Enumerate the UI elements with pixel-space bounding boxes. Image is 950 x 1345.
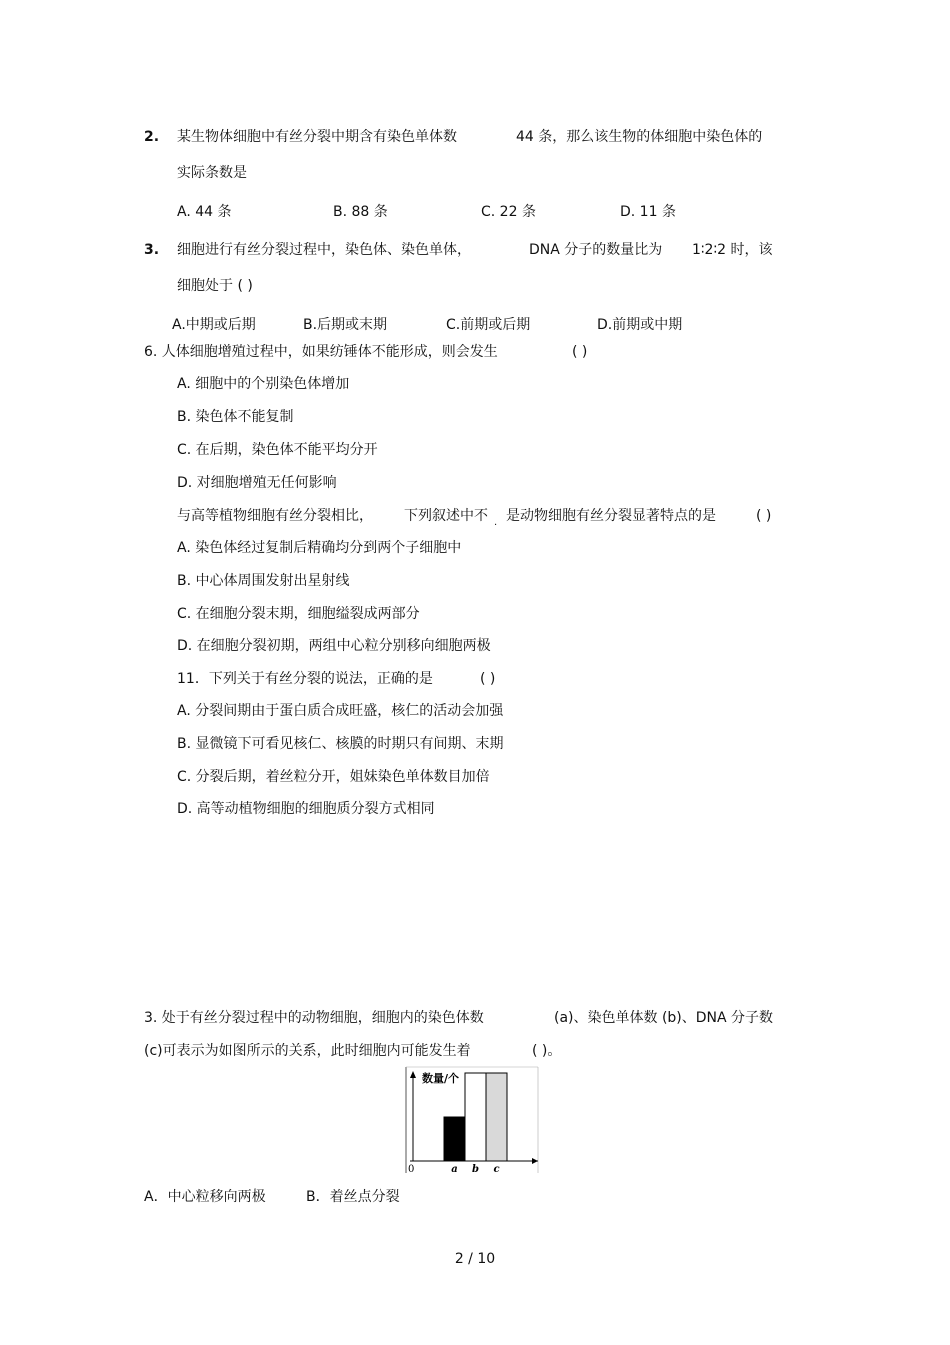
q3b-stem-part2: (a)、染色单体数 (b)、DNA 分子数 (554, 1010, 774, 1026)
x-tick-label-a: a (451, 1164, 458, 1175)
bars-group (444, 1073, 507, 1161)
bar-c (486, 1073, 507, 1161)
x-tick-label-b: b (472, 1164, 479, 1175)
q2-option-b: B. 88 条 (333, 204, 388, 220)
q3a-number: 3. (144, 242, 160, 258)
q2-stem-line2: 实际条数是 (177, 165, 247, 181)
q6-option-c: C. 在后期，染色体不能平均分开 (177, 442, 378, 458)
q11-option-c: C. 分裂后期，着丝粒分开，姐妹染色单体数目加倍 (177, 769, 490, 785)
q3a-stem-part3: 1∶2∶2 时，该 (692, 242, 773, 258)
qc-stem-part3: 是动物细胞有丝分裂显著特点的是 (506, 508, 716, 524)
y-axis-label: 数量/个 (422, 1072, 460, 1085)
q11-option-d: D. 高等动植物细胞的细胞质分裂方式相同 (177, 801, 435, 817)
q6-answer-blank: ( ) (572, 344, 588, 360)
x-axis-arrow-icon (532, 1158, 538, 1164)
q3a-option-c: C.前期或后期 (446, 317, 531, 333)
q6-option-a: A. 细胞中的个别染色体增加 (177, 376, 350, 392)
q3a-stem-part2: DNA 分子的数量比为 (529, 242, 663, 258)
qc-option-c: C. 在细胞分裂末期，细胞缢裂成两部分 (177, 606, 420, 622)
qc-option-b: B. 中心体周围发射出星射线 (177, 573, 350, 589)
q3b-answer-blank: ( )。 (532, 1043, 562, 1059)
q2-number: 2. (144, 129, 160, 145)
x-tick-label-c: c (493, 1164, 500, 1175)
q2-stem-part2: 44 条，那么该生物的体细胞中染色体的 (516, 129, 763, 145)
qc-stem-part2: 下列叙述中不 (404, 508, 488, 524)
bar-b (465, 1073, 486, 1161)
qc-option-d: D. 在细胞分裂初期，两组中心粒分别移向细胞两极 (177, 638, 491, 654)
q6-stem: 6. 人体细胞增殖过程中，如果纺锤体不能形成，则会发生 (144, 344, 498, 360)
q2-option-c: C. 22 条 (481, 204, 536, 220)
q6-option-d: D. 对细胞增殖无任何影响 (177, 475, 337, 491)
q3a-option-b: B.后期或末期 (303, 317, 388, 333)
q3b-option-a: A．中心粒移向两极 (144, 1189, 266, 1205)
q11-option-a: A. 分裂间期由于蛋白质合成旺盛，核仁的活动会加强 (177, 703, 504, 719)
page-number: 2 / 10 (454, 1251, 496, 1267)
q2-stem-part1: 某生物体细胞中有丝分裂中期含有染色单体数 (177, 129, 457, 145)
q11-option-b: B. 显微镜下可看见核仁、核膜的时期只有间期、末期 (177, 736, 504, 752)
q6-option-b: B. 染色体不能复制 (177, 409, 294, 425)
q3a-stem-part1: 细胞进行有丝分裂过程中，染色体、染色单体， (177, 242, 471, 258)
q3b-stem-part1: 3. 处于有丝分裂过程中的动物细胞，细胞内的染色体数 (144, 1010, 484, 1026)
q3a-option-a: A.中期或后期 (172, 317, 256, 333)
bar-chart (404, 1065, 544, 1177)
qc-answer-blank: ( ) (756, 508, 772, 524)
y-axis-arrow-icon (410, 1071, 416, 1078)
q3a-option-d: D.前期或中期 (597, 317, 683, 333)
q3b-option-b: B．着丝点分裂 (306, 1189, 400, 1205)
bar-a (444, 1117, 465, 1161)
x-tick-labels (451, 1164, 499, 1175)
q2-option-d: D. 11 条 (620, 204, 676, 220)
q11-answer-blank: ( ) (480, 671, 496, 687)
q3a-stem-line2: 细胞处于 ( ) (177, 278, 253, 294)
origin-label: 0 (408, 1164, 415, 1175)
qc-option-a: A. 染色体经过复制后精确均分到两个子细胞中 (177, 540, 462, 556)
qc-stem-part1: 与高等植物细胞有丝分裂相比， (177, 508, 373, 524)
q2-option-a: A. 44 条 (177, 204, 232, 220)
emphasis-dot-icon: · (494, 520, 498, 531)
q3b-stem-line2: (c)可表示为如图所示的关系，此时细胞内可能发生着 (144, 1043, 471, 1059)
q11-stem: 11．下列关于有丝分裂的说法，正确的是 (177, 671, 433, 687)
